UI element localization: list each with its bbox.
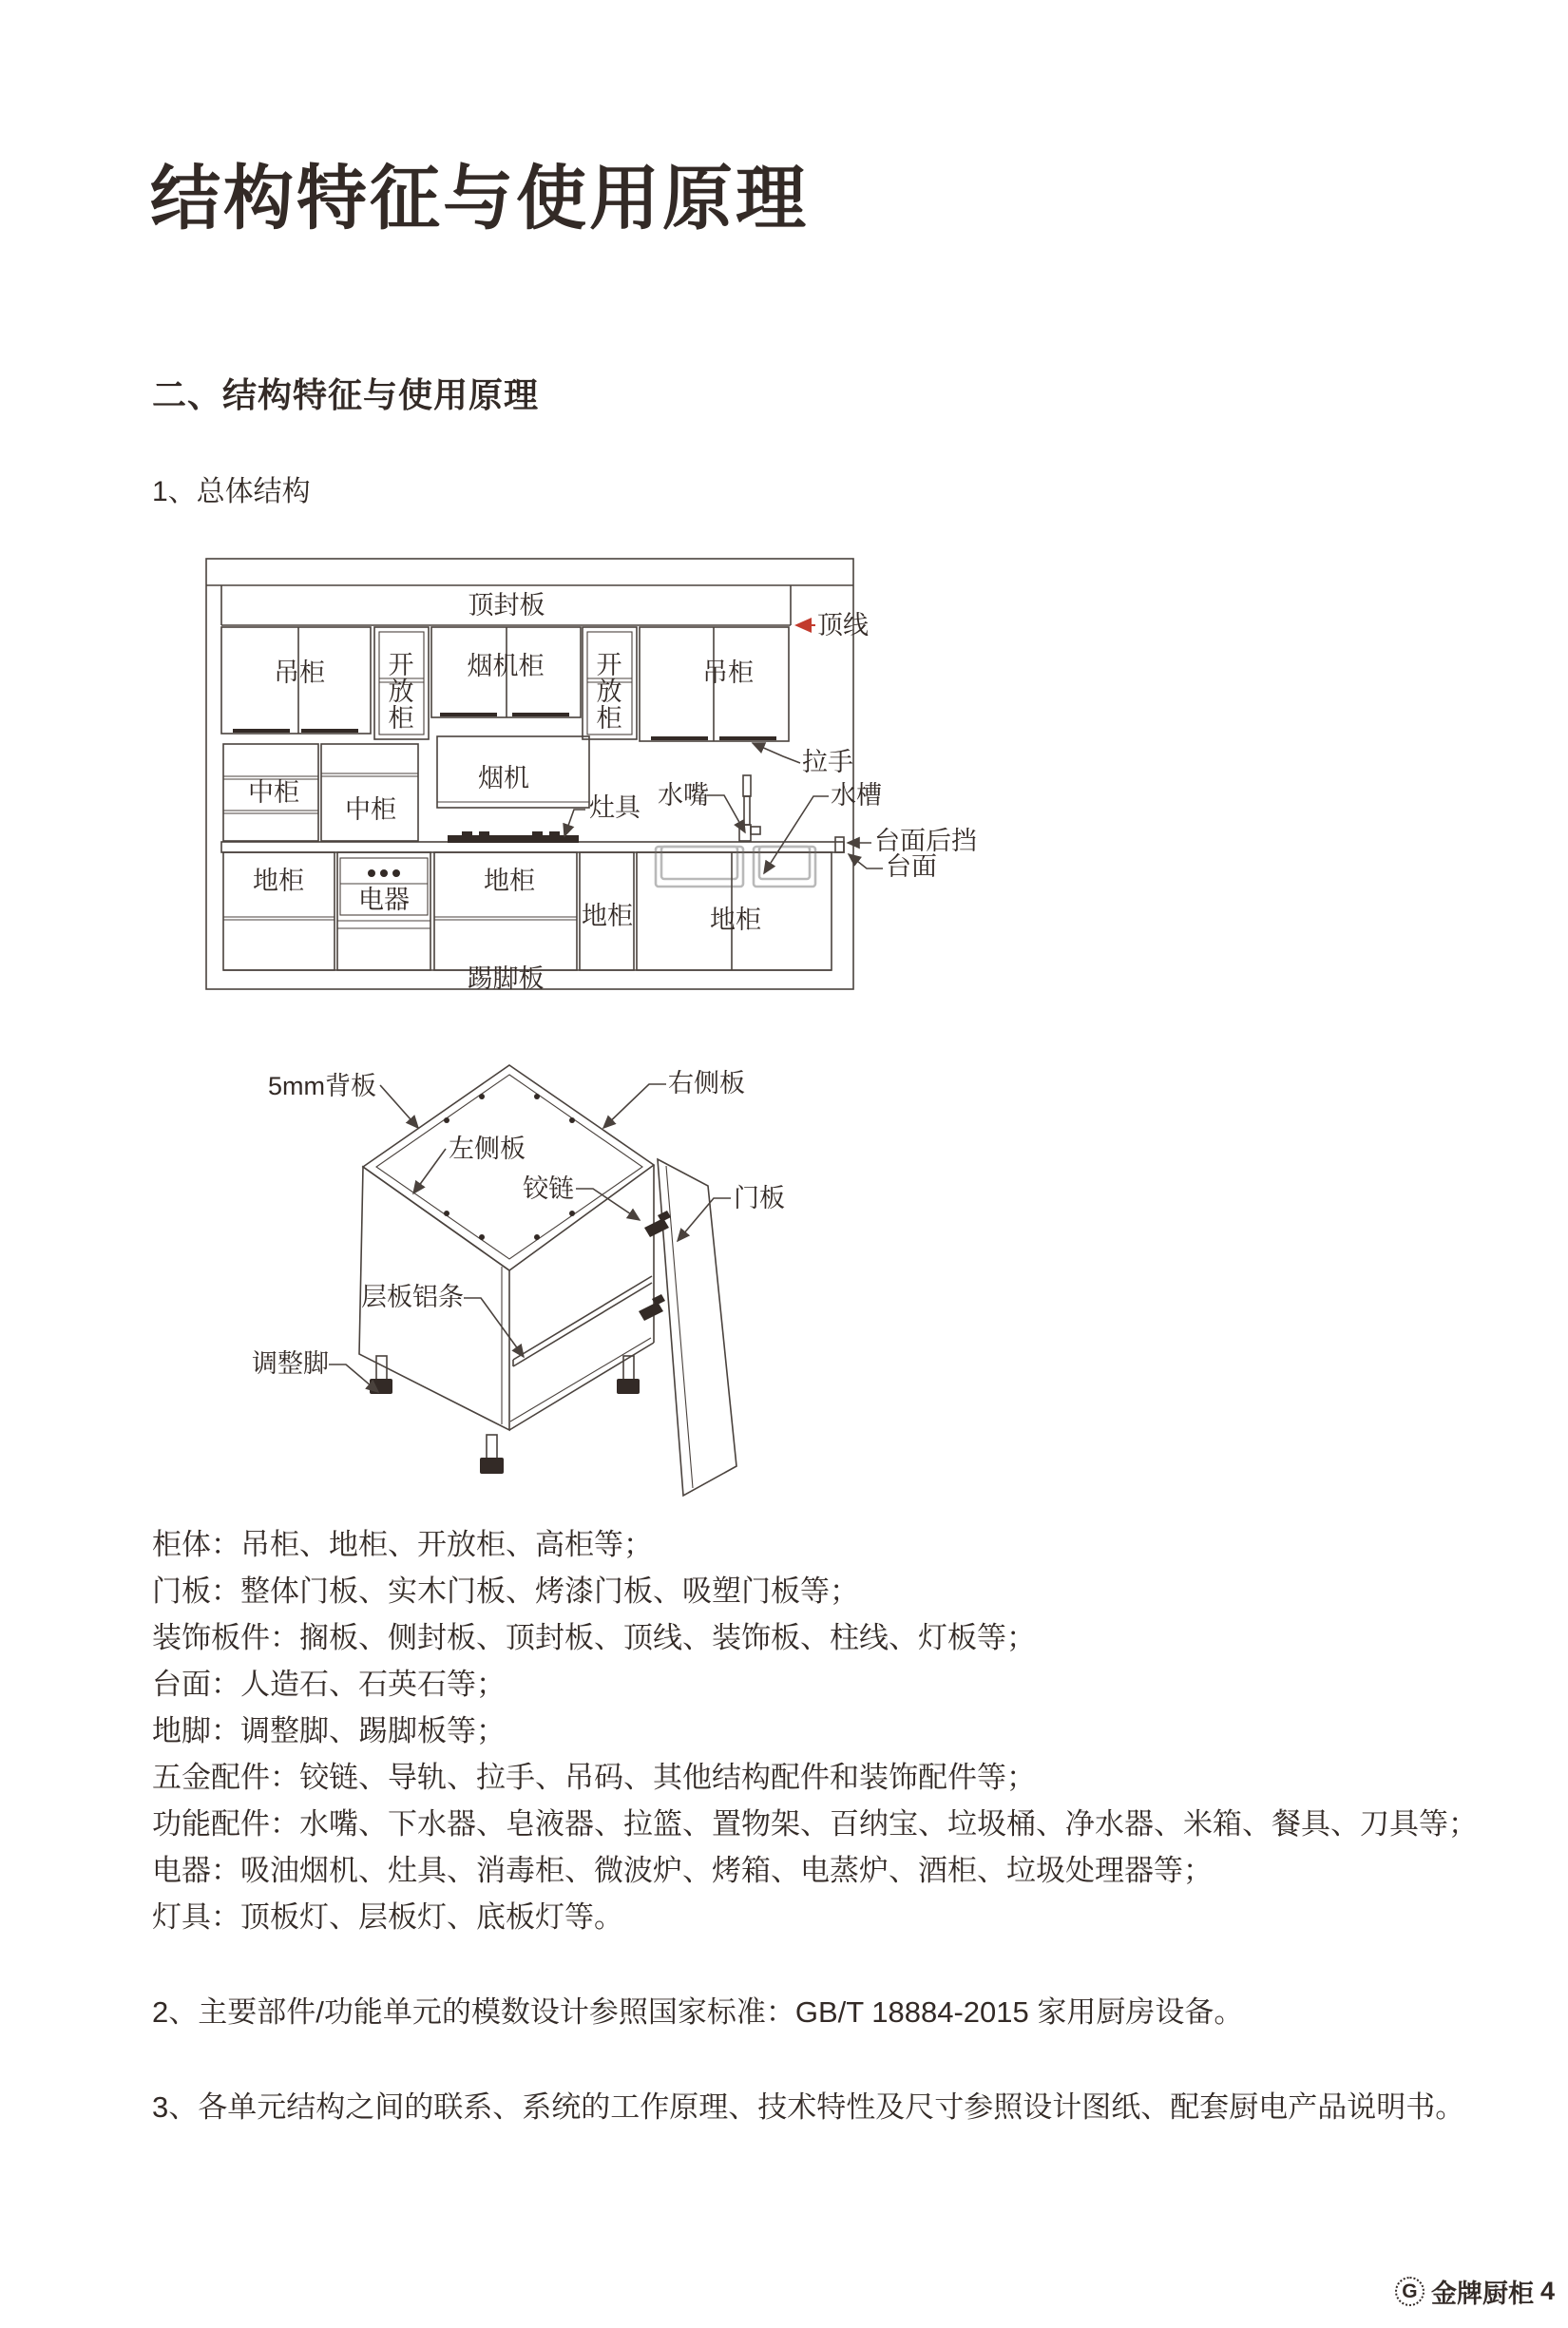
adjustable-foot-label: 调整脚 [252, 1349, 329, 1378]
crown-line-label: 顶线 [817, 611, 869, 639]
component-list [152, 1521, 1478, 1940]
sink-label: 水槽 [831, 781, 882, 810]
cooktop-callout [564, 793, 642, 836]
range-hood [437, 736, 589, 808]
page-number: 4 [1539, 2277, 1555, 2305]
subsection-heading: 1、总体结构 [152, 476, 311, 507]
base-cabinet-3 [580, 852, 634, 970]
kitchen-elevation-diagram [198, 556, 996, 993]
wall-cabinet-right [640, 627, 789, 741]
open-cabinet-label: 柜 [596, 704, 622, 733]
open-cabinet-1 [374, 627, 429, 739]
crown-line-callout [796, 611, 869, 639]
paragraph-2: 2、主要部件/功能单元的模数设计参照国家标准：GB/T 18884-2015 家用厨房设备。 [152, 1995, 1244, 2029]
back-panel-callout [268, 1072, 418, 1128]
cabinet-door [658, 1159, 736, 1496]
component-line: 地脚：调整脚、踢脚板等； [152, 1714, 506, 1747]
wall-cabinet-left-label: 吊柜 [274, 658, 325, 687]
brand-name: 金牌厨柜 [1430, 2280, 1534, 2308]
component-line: 门板：整体门板、实木门板、烤漆门板、吸塑门板等； [152, 1574, 859, 1608]
component-line: 五金配件：铰链、导轨、拉手、吊码、其他结构配件和装饰配件等； [152, 1761, 1036, 1794]
left-side-panel-label: 左侧板 [449, 1135, 526, 1163]
component-line: 台面：人造石、石英石等； [152, 1668, 506, 1701]
handle-label: 拉手 [802, 748, 853, 776]
top-seal-board [221, 585, 791, 625]
countertop-label: 台面 [886, 852, 937, 881]
faucet [739, 775, 760, 841]
faucet-callout [658, 781, 745, 832]
left-side-panel-callout [413, 1135, 526, 1193]
open-cabinet-label: 柜 [388, 704, 414, 733]
range-hood-label: 烟机 [478, 764, 529, 792]
right-side-panel-callout [603, 1069, 745, 1128]
cabinet-body [359, 1065, 654, 1430]
base-cabinet-1 [223, 852, 335, 970]
open-cabinet-label: 开 [388, 651, 414, 679]
open-cabinet-label: 开 [596, 651, 622, 679]
open-cabinet-label: 放 [596, 677, 622, 706]
mid-cabinet-right [321, 744, 418, 841]
section-heading: 二、结构特征与使用原理 [152, 375, 540, 414]
back-panel-label: 5mm背板 [268, 1072, 376, 1100]
cooktop-label: 灶具 [589, 793, 641, 822]
paragraph-3: 3、各单元结构之间的联系、系统的工作原理、技术特性及尺寸参照设计图纸、配套厨电产品说明书。 [152, 2090, 1465, 2124]
shelf-strip-label: 层板铝条 [361, 1283, 464, 1311]
adjustable-feet [370, 1356, 640, 1474]
page-footer [1395, 2273, 1555, 2310]
page-title: 结构特征与使用原理 [150, 159, 809, 238]
hinge-label: 铰链 [523, 1174, 574, 1203]
open-cabinet-2 [583, 627, 637, 739]
mid-cabinet-left-label: 中柜 [248, 778, 299, 807]
base-cabinet-2 [434, 852, 577, 970]
cabinet-isometric-diagram [247, 1040, 836, 1516]
right-side-panel-label: 右侧板 [668, 1069, 745, 1097]
mid-cabinet-left [223, 744, 318, 841]
component-line: 电器：吸油烟机、灶具、消毒柜、微波炉、烤箱、电蒸炉、酒柜、垃圾处理器等； [152, 1854, 1213, 1887]
base-cabinet-label: 地柜 [253, 867, 304, 895]
mid-cabinet-right-label: 中柜 [345, 795, 396, 824]
component-line: 柜体：吊柜、地柜、开放柜、高柜等； [152, 1528, 653, 1561]
door-panel-label: 门板 [734, 1184, 785, 1212]
top-seal-label: 顶封板 [468, 591, 545, 620]
door-panel-callout [678, 1184, 785, 1241]
handle-callout [753, 743, 853, 776]
open-cabinet-label: 放 [388, 677, 414, 706]
wall-cabinet-left [221, 627, 371, 734]
backsplash-callout [848, 827, 977, 855]
component-line: 灯具：顶板灯、层板灯、底板灯等。 [152, 1900, 623, 1934]
adjustable-foot-callout [252, 1349, 378, 1392]
base-cabinet-4 [637, 852, 832, 970]
base-cabinet-label: 地柜 [710, 906, 761, 934]
base-cabinet-label: 地柜 [484, 867, 535, 895]
appliance-label: 电器 [358, 886, 410, 914]
component-line: 装饰板件：搁板、侧封板、顶封板、顶线、装饰板、柱线、灯板等； [152, 1621, 1036, 1654]
hood-cabinet [431, 627, 581, 717]
kick-board-label: 踢脚板 [467, 964, 545, 993]
faucet-label: 水嘴 [658, 781, 709, 810]
appliance-cabinet [337, 852, 430, 970]
brand-logo-icon: G [1395, 2277, 1425, 2306]
cooktop [448, 831, 579, 843]
wall-cabinet-right-label: 吊柜 [702, 658, 754, 687]
component-line: 功能配件：水嘴、下水器、皂液器、拉篮、置物架、百纳宝、垃圾桶、净水器、米箱、餐具、刀具等； [152, 1807, 1478, 1841]
sink-callout [764, 781, 882, 873]
shelf-strip-callout [361, 1283, 524, 1357]
hood-cabinet-label: 烟机柜 [467, 652, 545, 680]
base-cabinet-label: 地柜 [582, 902, 633, 930]
backsplash-label: 台面后挡 [874, 827, 977, 855]
countertop-callout [849, 852, 937, 881]
